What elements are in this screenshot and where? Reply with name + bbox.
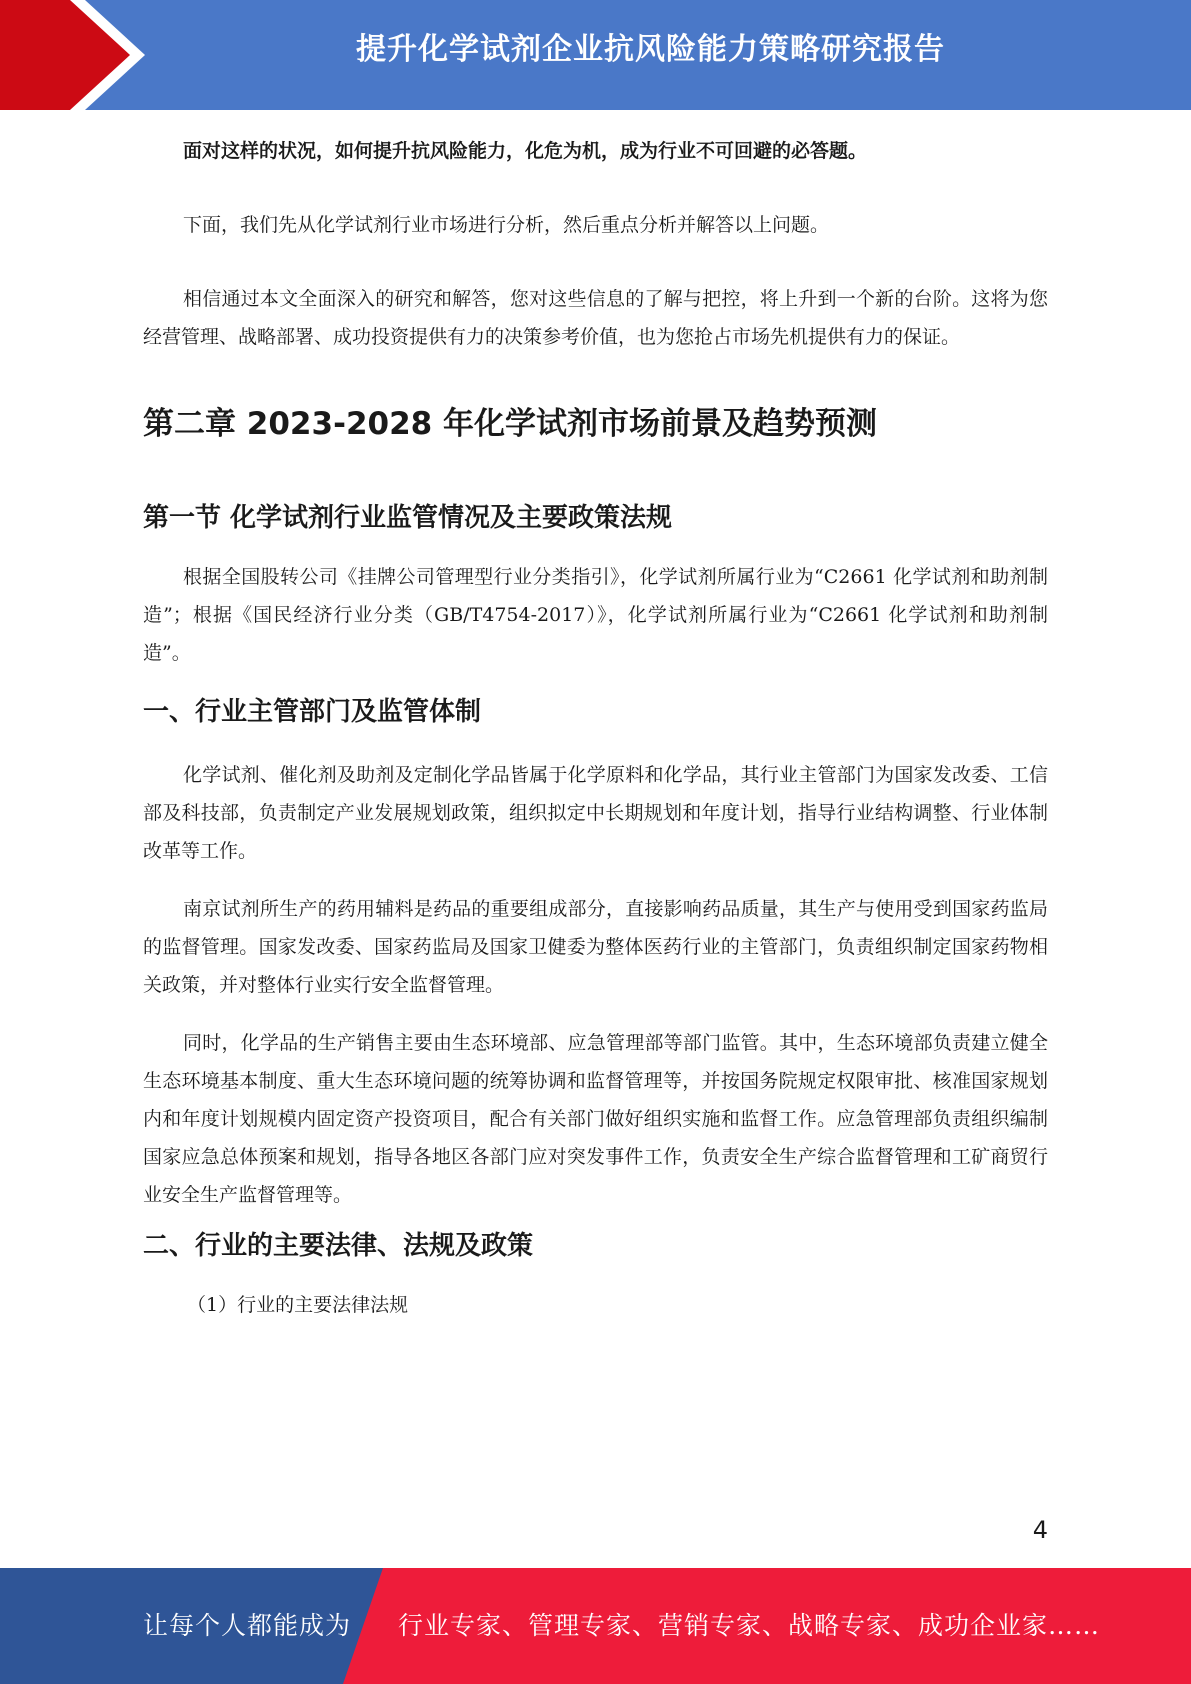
header-chevron-decoration (0, 0, 170, 110)
heading-regulators: 一、行业主管部门及监管体制 (143, 697, 482, 727)
report-title: 提升化学试剂企业抗风险能力策略研究报告 (356, 32, 945, 67)
regulator-paragraph-2: 南京试剂所生产的药用辅料是药品的重要组成部分，直接影响药品质量，其生产与使用受到国家药监局的监督管理。国家发改委、国家药监局及国家卫健委为整体医药行业的主管部门，负责组织制定国家药物相关政策，并对整体行业实行安全监督管理。 (143, 898, 1048, 996)
regulator-paragraph-3: 同时，化学品的生产销售主要由生态环境部、应急管理部等部门监管。其中，生态环境部负责建立健全生态环境基本制度、重大生态环境问题的统筹协调和监督管理等，并按国务院规定权限审批、核准国家规划内和年度计划规模内固定资产投资项目，配合有关部门做好组织实施和监督工作。应急管理部负责组织编制国家应急总体预案和规划，指导各地区各部门应对突发事件工作，负责安全生产综合监督管理和工矿商贸行业安全生产监督管理等。 (143, 1032, 1048, 1206)
classification-paragraph: 根据全国股转公司《挂牌公司管理型行业分类指引》，化学试剂所属行业为“C2661 化学试剂和助剂制造”；根据《国民经济行业分类（GB/T4754-2017）》，化学试剂所属行业为“C2661 化学试剂和助剂制造”。 (143, 566, 1048, 664)
section-title: 第一节 化学试剂行业监管情况及主要政策法规 (143, 503, 673, 533)
footer-slogan-right: 行业专家、管理专家、营销专家、战略专家、成功企业家…… (398, 1611, 1101, 1640)
regulator-paragraph-1: 化学试剂、催化剂及助剂及定制化学品皆属于化学原料和化学品，其行业主管部门为国家发改委、工信部及科技部，负责制定产业发展规划政策，组织拟定中长期规划和年度计划，指导行业结构调整、行业体制改革等工作。 (143, 764, 1048, 862)
intro-bold-paragraph: 面对这样的状况，如何提升抗风险能力，化危为机，成为行业不可回避的必答题。 (183, 140, 868, 162)
heading-laws: 二、行业的主要法律、法规及政策 (143, 1231, 534, 1261)
chapter-title: 第二章 2023-2028 年化学试剂市场前景及趋势预测 (143, 406, 878, 442)
header-banner (0, 0, 1191, 110)
sub-item-laws: （1）行业的主要法律法规 (187, 1294, 409, 1316)
page-number: 4 (1032, 1516, 1048, 1544)
document-body (143, 132, 1048, 1324)
footer-slogan-left: 让每个人都能成为 (143, 1611, 352, 1640)
intro-paragraph-2: 下面，我们先从化学试剂行业市场进行分析，然后重点分析并解答以上问题。 (183, 214, 830, 236)
footer-banner (0, 1568, 1191, 1684)
intro-paragraph-3: 相信通过本文全面深入的研究和解答，您对这些信息的了解与把控，将上升到一个新的台阶。这将为您经营管理、战略部署、成功投资提供有力的决策参考价值，也为您抢占市场先机提供有力的保证。 (143, 288, 1048, 348)
